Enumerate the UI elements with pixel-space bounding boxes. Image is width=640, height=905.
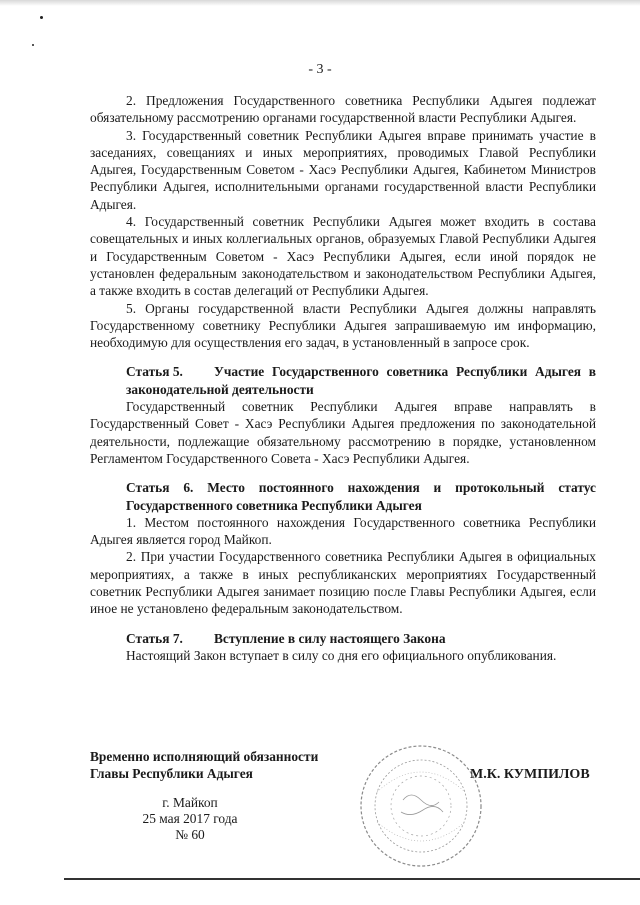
article-6-heading — [90, 479, 596, 514]
paragraph: 2. При участии Государственного советника Республики Адыгея в официальных мероприятиях, а также в иных республиканских мероприятиях Государственный советник Республики Адыгея занимает позицию после Главы Республики Адыгея, если иное не установлено федеральным законодательством. — [90, 549, 596, 617]
article-number: Статья 5. — [126, 364, 183, 380]
article-number: Статья 6. — [126, 480, 194, 496]
article-title: Место постоянного нахождения и протокольный статус Государственного советника Республики Адыгея — [126, 480, 596, 513]
scan-speck — [32, 44, 34, 46]
page-edge — [0, 0, 640, 6]
position-line: Главы Республики Адыгея — [90, 766, 253, 781]
scan-speck — [40, 16, 43, 19]
scan-edge-line — [64, 878, 640, 880]
signatory-name: М.К. КУМПИЛОВ — [470, 767, 590, 782]
place-and-date — [130, 795, 250, 843]
city: г. Майкоп — [162, 795, 218, 810]
paragraph: 5. Органы государственной власти Республики Адыгея должны направлять Государственному советнику Республики Адыгея запрашиваемую им информацию, необходимую для осуществления его задач, в установленный в запросе срок. — [90, 300, 596, 351]
paragraph: 3. Государственный советник Республики Адыгея вправе принимать участие в заседаниях, совещаниях и иных мероприятиях, проводимых Главой Республики Адыгея, Государственным Советом - Хасэ Республики Адыгея, Кабинетом Министров Республики Адыгея, исполнительными органами государственной власти Республики Адыгея. — [90, 127, 596, 212]
position-line: Временно исполняющий обязанности — [90, 749, 319, 764]
official-seal-icon — [357, 742, 485, 870]
paragraph: 1. Местом постоянного нахождения Государственного советника Республики Адыгея является город Майкоп. — [90, 514, 596, 548]
article-title: Участие Государственного советника Республики Адыгея в законодательной деятельности — [126, 364, 596, 397]
article-title: Вступление в силу настоящего Закона — [214, 630, 446, 646]
page-number: - 3 - — [308, 62, 332, 77]
paragraph: 2. Предложения Государственного советника Республики Адыгея подлежат обязательному рассмотрению органами государственной власти Республики Адыгея. — [90, 93, 596, 126]
date: 25 мая 2017 года — [142, 811, 238, 826]
article-5-heading — [90, 363, 596, 398]
paragraph: Настоящий Закон вступает в силу со дня его официального опубликования. — [126, 647, 557, 663]
document-body — [90, 92, 596, 664]
paragraph: Государственный советник Республики Адыгея вправе направлять в Государственный Совет - Хасэ Республики Адыгея предложения по законодательной деятельности, подлежащие обязательному рассмотрению в порядке, установленном Регламентом Государственного Совета - Хасэ Республики Адыгея. — [90, 399, 596, 466]
signatory-position — [90, 748, 318, 782]
article-number: Статья 7. — [126, 630, 183, 646]
paragraph: 4. Государственный советник Республики Адыгея может входить в состава совещательных и иных коллегиальных органов, образуемых Главой Республики Адыгея и Государственным Советом - Хасэ Республики Адыгея, если иной порядок не установлен федеральным законодательством и законодательством Республики Адыгея, а также входить в состав делегаций от Республики Адыгея. — [90, 214, 596, 299]
law-number: № 60 — [175, 827, 205, 842]
article-7-heading — [90, 630, 596, 647]
